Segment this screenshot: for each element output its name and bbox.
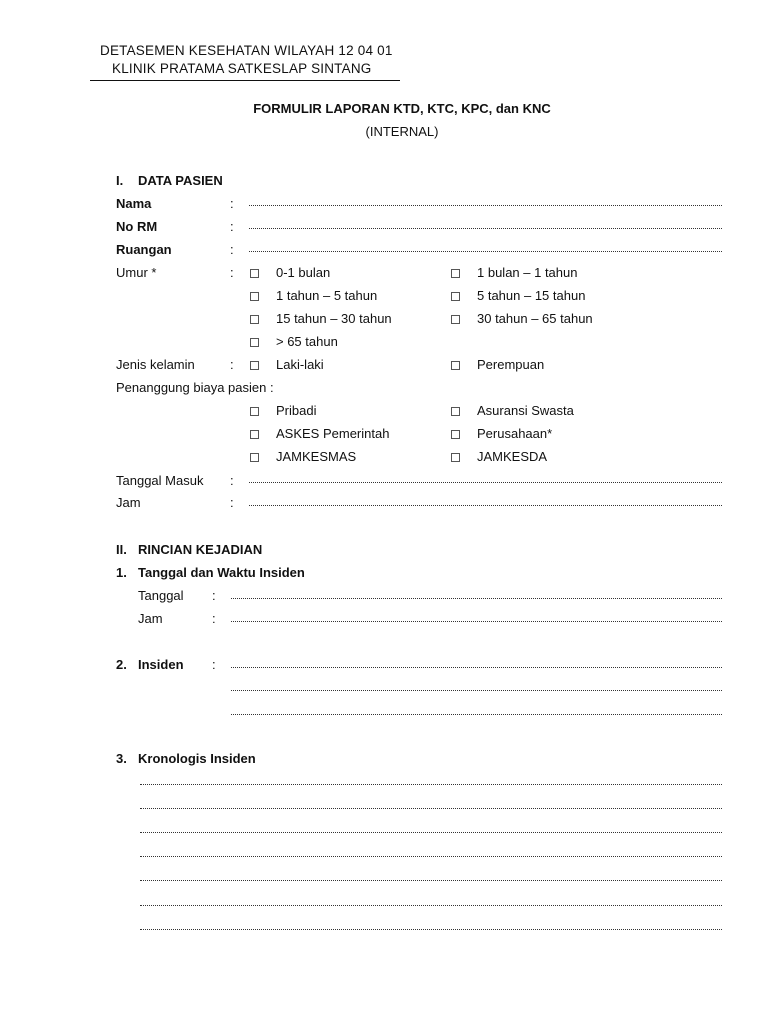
checkbox-umur-3[interactable] xyxy=(451,292,460,301)
umur-option-label: 30 tahun – 65 tahun xyxy=(477,311,593,326)
payer-option-label: JAMKESMAS xyxy=(276,449,357,464)
label-jenis-kelamin: Jenis kelamin xyxy=(116,357,195,372)
jam-masuk-field[interactable] xyxy=(249,505,722,506)
colon: : xyxy=(230,196,234,211)
form-title: FORMULIR LAPORAN KTD, KTC, KPC, dan KNC xyxy=(253,101,551,116)
agency-name: DETASEMEN KESEHATAN WILAYAH 12 04 01 xyxy=(100,43,393,58)
checkbox-payer-4[interactable] xyxy=(250,453,259,462)
kronologis-line-7[interactable] xyxy=(140,929,722,930)
checkbox-payer-0[interactable] xyxy=(250,407,259,416)
clinic-name: KLINIK PRATAMA SATKESLAP SINTANG xyxy=(112,61,372,76)
item3-number: 3. xyxy=(116,751,127,766)
item1-heading: Tanggal dan Waktu Insiden xyxy=(138,565,305,580)
kronologis-line-1[interactable] xyxy=(140,784,722,785)
nama-field[interactable] xyxy=(249,205,722,206)
item2-number: 2. xyxy=(116,657,127,672)
form-subtitle: (INTERNAL) xyxy=(365,124,439,139)
label-nama: Nama xyxy=(116,196,152,211)
colon: : xyxy=(230,357,234,372)
insiden-field-line-1[interactable] xyxy=(231,667,722,668)
colon: : xyxy=(212,657,216,672)
checkbox-payer-2[interactable] xyxy=(250,430,259,439)
label-no-rm: No RM xyxy=(116,219,158,234)
umur-option-label: 15 tahun – 30 tahun xyxy=(276,311,392,326)
checkbox-gender-female[interactable] xyxy=(451,361,460,370)
payer-option-label: Asuransi Swasta xyxy=(477,403,574,418)
umur-option-label: 1 tahun – 5 tahun xyxy=(276,288,378,303)
kronologis-line-2[interactable] xyxy=(140,808,722,809)
item3-heading: Kronologis Insiden xyxy=(138,751,256,766)
tanggal-masuk-field[interactable] xyxy=(249,482,722,483)
umur-option-label: 0-1 bulan xyxy=(276,265,331,280)
checkbox-umur-5[interactable] xyxy=(451,315,460,324)
gender-option-label: Laki-laki xyxy=(276,357,324,372)
insiden-field-line-3[interactable] xyxy=(231,714,722,715)
header-rule xyxy=(90,80,400,81)
colon: : xyxy=(230,473,234,488)
label-tanggal-masuk: Tanggal Masuk xyxy=(116,473,204,488)
jam-insiden-field[interactable] xyxy=(231,621,722,622)
kronologis-line-4[interactable] xyxy=(140,856,722,857)
ruangan-field[interactable] xyxy=(249,251,722,252)
kronologis-line-5[interactable] xyxy=(140,880,722,881)
section2-heading: RINCIAN KEJADIAN xyxy=(138,542,263,557)
label-penanggung: Penanggung biaya pasien : xyxy=(116,380,274,395)
colon: : xyxy=(230,219,234,234)
colon: : xyxy=(212,611,216,626)
checkbox-payer-5[interactable] xyxy=(451,453,460,462)
label-jam-insiden: Jam xyxy=(138,611,163,626)
item1-number: 1. xyxy=(116,565,127,580)
kronologis-line-3[interactable] xyxy=(140,832,722,833)
payer-option-label: JAMKESDA xyxy=(477,449,548,464)
checkbox-umur-0[interactable] xyxy=(250,269,259,278)
checkbox-umur-2[interactable] xyxy=(250,292,259,301)
insiden-field-line-2[interactable] xyxy=(231,690,722,691)
section2-number: II. xyxy=(116,542,127,557)
checkbox-gender-male[interactable] xyxy=(250,361,259,370)
colon: : xyxy=(212,588,216,603)
label-umur: Umur * xyxy=(116,265,157,280)
tanggal-insiden-field[interactable] xyxy=(231,598,722,599)
section1-heading: DATA PASIEN xyxy=(138,173,223,188)
label-jam: Jam xyxy=(116,495,141,510)
checkbox-umur-1[interactable] xyxy=(451,269,460,278)
payer-option-label: Perusahaan* xyxy=(477,426,553,441)
colon: : xyxy=(230,242,234,257)
kronologis-line-6[interactable] xyxy=(140,905,722,906)
no-rm-field[interactable] xyxy=(249,228,722,229)
checkbox-payer-3[interactable] xyxy=(451,430,460,439)
payer-option-label: Pribadi xyxy=(276,403,317,418)
gender-option-label: Perempuan xyxy=(477,357,545,372)
section1-number: I. xyxy=(116,173,124,188)
payer-option-label: ASKES Pemerintah xyxy=(276,426,390,441)
colon: : xyxy=(230,495,234,510)
umur-option-label: 1 bulan – 1 tahun xyxy=(477,265,578,280)
checkbox-payer-1[interactable] xyxy=(451,407,460,416)
umur-option-label: 5 tahun – 15 tahun xyxy=(477,288,586,303)
colon: : xyxy=(230,265,234,280)
umur-option-label: > 65 tahun xyxy=(276,334,338,349)
checkbox-umur-6[interactable] xyxy=(250,338,259,347)
label-tanggal-insiden: Tanggal xyxy=(138,588,184,603)
item2-heading: Insiden xyxy=(138,657,184,672)
label-ruangan: Ruangan xyxy=(116,242,172,257)
checkbox-umur-4[interactable] xyxy=(250,315,259,324)
